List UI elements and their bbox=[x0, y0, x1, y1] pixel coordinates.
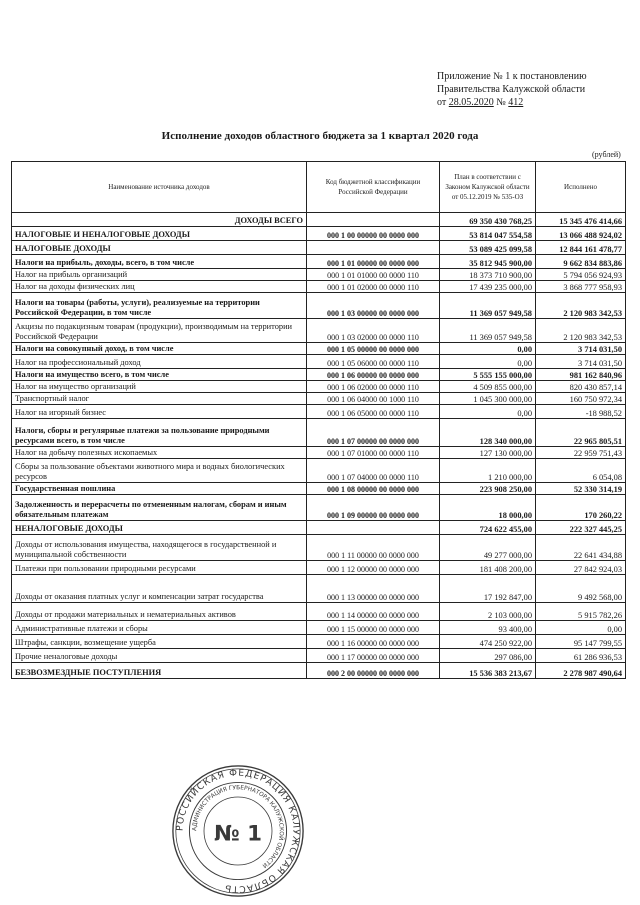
cell-code: 000 1 09 00000 00 0000 000 bbox=[307, 495, 440, 521]
cell-done: 5 794 056 924,93 bbox=[536, 269, 626, 281]
cell-name: Государственная пошлина bbox=[12, 483, 307, 495]
cell-done: 9 492 568,00 bbox=[536, 575, 626, 603]
cell-name: Транспортный налог bbox=[12, 393, 307, 405]
table-row bbox=[12, 405, 626, 419]
cell-done: 22 965 805,51 bbox=[536, 419, 626, 447]
date-prefix: от bbox=[437, 97, 449, 108]
table-row bbox=[12, 495, 626, 521]
cell-plan: 127 130 000,00 bbox=[440, 447, 536, 459]
table-row bbox=[12, 663, 626, 679]
cell-name: НЕНАЛОГОВЫЕ ДОХОДЫ bbox=[12, 521, 307, 535]
cell-name: Задолженность и перерасчеты по отмененным налогам, сборам и иным обязательным платежам bbox=[12, 495, 307, 521]
cell-name: Доходы от продажи материальных и нематериальных активов bbox=[12, 603, 307, 621]
cell-name: Налог на имущество организаций bbox=[12, 381, 307, 393]
cell-plan: 0,00 bbox=[440, 355, 536, 369]
table-row bbox=[12, 483, 626, 495]
cell-name: Штрафы, санкции, возмещение ущерба bbox=[12, 635, 307, 649]
cell-code bbox=[307, 241, 440, 255]
cell-name: Налог на игорный бизнес bbox=[12, 405, 307, 419]
cell-plan: 1 045 300 000,00 bbox=[440, 393, 536, 405]
cell-done: 170 260,22 bbox=[536, 495, 626, 521]
table-row bbox=[12, 393, 626, 405]
cell-code: 000 1 06 05000 00 0000 110 bbox=[307, 405, 440, 419]
cell-done: 981 162 840,96 bbox=[536, 369, 626, 381]
cell-plan: 4 509 855 000,00 bbox=[440, 381, 536, 393]
appendix-date-line bbox=[437, 96, 587, 109]
table-row bbox=[12, 575, 626, 603]
cell-plan: 53 814 047 554,58 bbox=[440, 227, 536, 241]
cell-code: 000 1 03 02000 00 0000 110 bbox=[307, 319, 440, 343]
cell-plan: 15 536 383 213,67 bbox=[440, 663, 536, 679]
cell-done: 2 120 983 342,53 bbox=[536, 293, 626, 319]
cell-code: 000 1 05 00000 00 0000 000 bbox=[307, 343, 440, 355]
cell-name: Налоги на прибыль, доходы, всего, в том числе bbox=[12, 255, 307, 269]
cell-code: 000 1 11 00000 00 0000 000 bbox=[307, 535, 440, 561]
cell-done: 2 278 987 490,64 bbox=[536, 663, 626, 679]
cell-plan: 5 555 155 000,00 bbox=[440, 369, 536, 381]
number-prefix: № bbox=[493, 97, 509, 108]
cell-plan: 1 210 000,00 bbox=[440, 459, 536, 483]
official-seal bbox=[170, 763, 306, 899]
cell-code: 000 1 12 00000 00 0000 000 bbox=[307, 561, 440, 575]
cell-plan: 474 250 922,00 bbox=[440, 635, 536, 649]
cell-done: 9 662 834 883,86 bbox=[536, 255, 626, 269]
cell-done: 12 844 161 478,77 bbox=[536, 241, 626, 255]
table-row bbox=[12, 369, 626, 381]
cell-name: Налог на доходы физических лиц bbox=[12, 281, 307, 293]
cell-plan: 18 373 710 900,00 bbox=[440, 269, 536, 281]
cell-name: Доходы от оказания платных услуг и компенсации затрат государства bbox=[12, 575, 307, 603]
cell-done: 13 066 488 924,02 bbox=[536, 227, 626, 241]
cell-code: 000 1 06 04000 00 1000 110 bbox=[307, 393, 440, 405]
appendix-line-2: Правительства Калужской области bbox=[437, 84, 586, 95]
cell-code: 000 1 01 00000 00 0000 000 bbox=[307, 255, 440, 269]
cell-plan: 0,00 bbox=[440, 405, 536, 419]
table-row bbox=[12, 447, 626, 459]
cell-plan: 35 812 945 900,00 bbox=[440, 255, 536, 269]
cell-done: 22 959 751,43 bbox=[536, 447, 626, 459]
cell-plan: 17 192 847,00 bbox=[440, 575, 536, 603]
decree-number: 412 bbox=[508, 97, 524, 108]
cell-done: 61 286 936,53 bbox=[536, 649, 626, 663]
table-row bbox=[12, 293, 626, 319]
cell-code: 000 1 01 02000 00 0000 110 bbox=[307, 281, 440, 293]
cell-code: 000 1 07 00000 00 0000 000 bbox=[307, 419, 440, 447]
cell-done: 0,00 bbox=[536, 621, 626, 635]
cell-done: 5 915 782,26 bbox=[536, 603, 626, 621]
seal-outer-text: РОССИЙСКАЯ ФЕДЕРАЦИЯ КАЛУЖСКАЯ ОБЛАСТЬ bbox=[175, 768, 301, 894]
table-row bbox=[12, 535, 626, 561]
cell-plan: 128 340 000,00 bbox=[440, 419, 536, 447]
cell-name: Налоги на совокупный доход, в том числе bbox=[12, 343, 307, 355]
cell-done: 2 120 983 342,53 bbox=[536, 319, 626, 343]
cell-code: 000 1 06 02000 00 0000 110 bbox=[307, 381, 440, 393]
cell-done: 222 327 445,25 bbox=[536, 521, 626, 535]
cell-plan: 181 408 200,00 bbox=[440, 561, 536, 575]
column-header-done: Исполнено bbox=[536, 162, 626, 213]
table-row bbox=[12, 227, 626, 241]
cell-done: -18 988,52 bbox=[536, 405, 626, 419]
table-row bbox=[12, 381, 626, 393]
cell-done: 820 430 857,14 bbox=[536, 381, 626, 393]
table-row bbox=[12, 269, 626, 281]
table-row bbox=[12, 621, 626, 635]
table-row bbox=[12, 281, 626, 293]
cell-code: 000 1 13 00000 00 0000 000 bbox=[307, 575, 440, 603]
table-row bbox=[12, 561, 626, 575]
table-row bbox=[12, 355, 626, 369]
cell-name: Налоги на имущество всего, в том числе bbox=[12, 369, 307, 381]
cell-plan: 724 622 455,00 bbox=[440, 521, 536, 535]
table-row bbox=[12, 241, 626, 255]
cell-done: 160 750 972,34 bbox=[536, 393, 626, 405]
cell-plan: 223 908 250,00 bbox=[440, 483, 536, 495]
revenue-table bbox=[11, 161, 626, 679]
table-row bbox=[12, 459, 626, 483]
cell-plan: 53 089 425 099,58 bbox=[440, 241, 536, 255]
cell-code: 000 1 17 00000 00 0000 000 bbox=[307, 649, 440, 663]
cell-code: 000 1 16 00000 00 0000 000 bbox=[307, 635, 440, 649]
cell-name: Акцизы по подакцизным товарам (продукции), производимым на территории Российской Федерации bbox=[12, 319, 307, 343]
cell-name: ДОХОДЫ ВСЕГО bbox=[12, 213, 307, 227]
table-row bbox=[12, 255, 626, 269]
cell-name: НАЛОГОВЫЕ ДОХОДЫ bbox=[12, 241, 307, 255]
cell-name: Налог на профессиональный доход bbox=[12, 355, 307, 369]
table-row bbox=[12, 649, 626, 663]
cell-plan: 2 103 000,00 bbox=[440, 603, 536, 621]
cell-done: 22 641 434,88 bbox=[536, 535, 626, 561]
cell-done: 3 714 031,50 bbox=[536, 355, 626, 369]
cell-code: 000 1 07 04000 00 0000 110 bbox=[307, 459, 440, 483]
unit-label: (рублей) bbox=[592, 150, 621, 159]
cell-code: 000 1 00 00000 00 0000 000 bbox=[307, 227, 440, 241]
decree-date: 28.05.2020 bbox=[448, 97, 494, 108]
cell-plan: 49 277 000,00 bbox=[440, 535, 536, 561]
cell-name: Налоги, сборы и регулярные платежи за пользование природными ресурсами всего, в том числе bbox=[12, 419, 307, 447]
cell-name: Административные платежи и сборы bbox=[12, 621, 307, 635]
cell-plan: 93 400,00 bbox=[440, 621, 536, 635]
cell-code: 000 1 14 00000 00 0000 000 bbox=[307, 603, 440, 621]
table-row bbox=[12, 213, 626, 227]
appendix-line-1: Приложение № 1 к постановлению bbox=[437, 71, 587, 82]
seal-number: № 1 bbox=[214, 821, 262, 847]
cell-code bbox=[307, 213, 440, 227]
cell-code: 000 1 15 00000 00 0000 000 bbox=[307, 621, 440, 635]
cell-name: Сборы за пользование объектами животного мира и водных биологических ресурсов bbox=[12, 459, 307, 483]
table-row bbox=[12, 319, 626, 343]
cell-plan: 18 000,00 bbox=[440, 495, 536, 521]
column-header-name: Наименование источника доходов bbox=[12, 162, 307, 213]
table-row bbox=[12, 635, 626, 649]
cell-plan: 0,00 bbox=[440, 343, 536, 355]
cell-name: Налог на прибыль организаций bbox=[12, 269, 307, 281]
table-header-row bbox=[12, 162, 626, 213]
cell-code: 000 1 07 01000 00 0000 110 bbox=[307, 447, 440, 459]
cell-plan: 69 350 430 768,25 bbox=[440, 213, 536, 227]
cell-code: 000 1 05 06000 00 0000 110 bbox=[307, 355, 440, 369]
cell-done: 27 842 924,03 bbox=[536, 561, 626, 575]
cell-done: 6 054,08 bbox=[536, 459, 626, 483]
cell-done: 3 714 031,50 bbox=[536, 343, 626, 355]
cell-done: 95 147 799,55 bbox=[536, 635, 626, 649]
column-header-plan: План в соответствии с Законом Калужской области от 05.12.2019 № 535-ОЗ bbox=[440, 162, 536, 213]
column-header-code: Код бюджетной классификации Российской Федерации bbox=[307, 162, 440, 213]
cell-code bbox=[307, 521, 440, 535]
cell-plan: 17 439 235 000,00 bbox=[440, 281, 536, 293]
cell-plan: 11 369 057 949,58 bbox=[440, 319, 536, 343]
cell-done: 52 330 314,19 bbox=[536, 483, 626, 495]
cell-plan: 11 369 057 949,58 bbox=[440, 293, 536, 319]
table-row bbox=[12, 343, 626, 355]
cell-code: 000 1 01 01000 00 0000 110 bbox=[307, 269, 440, 281]
document-title: Исполнение доходов областного бюджета за 1 квартал 2020 года bbox=[161, 130, 479, 142]
cell-name: НАЛОГОВЫЕ И НЕНАЛОГОВЫЕ ДОХОДЫ bbox=[12, 227, 307, 241]
cell-code: 000 1 08 00000 00 0000 000 bbox=[307, 483, 440, 495]
table-row bbox=[12, 521, 626, 535]
table-body bbox=[12, 213, 626, 679]
table-row bbox=[12, 603, 626, 621]
cell-code: 000 2 00 00000 00 0000 000 bbox=[307, 663, 440, 679]
cell-name: БЕЗВОЗМЕЗДНЫЕ ПОСТУПЛЕНИЯ bbox=[12, 663, 307, 679]
cell-name: Платежи при пользовании природными ресурсами bbox=[12, 561, 307, 575]
cell-done: 3 868 777 958,93 bbox=[536, 281, 626, 293]
cell-done: 15 345 476 414,66 bbox=[536, 213, 626, 227]
cell-name: Прочие неналоговые доходы bbox=[12, 649, 307, 663]
cell-name: Доходы от использования имущества, находящегося в государственной и муниципальной собственности bbox=[12, 535, 307, 561]
cell-plan: 297 086,00 bbox=[440, 649, 536, 663]
table-row bbox=[12, 419, 626, 447]
cell-name: Налог на добычу полезных ископаемых bbox=[12, 447, 307, 459]
appendix-header bbox=[437, 70, 587, 109]
cell-code: 000 1 06 00000 00 0000 000 bbox=[307, 369, 440, 381]
cell-code: 000 1 03 00000 00 0000 000 bbox=[307, 293, 440, 319]
cell-name: Налоги на товары (работы, услуги), реализуемые на территории Российской Федерации, в том числе bbox=[12, 293, 307, 319]
seal-inner-text: АДМИНИСТРАЦИЯ ГУБЕРНАТОРА КАЛУЖСКОЙ ОБЛАСТИ bbox=[192, 785, 284, 869]
